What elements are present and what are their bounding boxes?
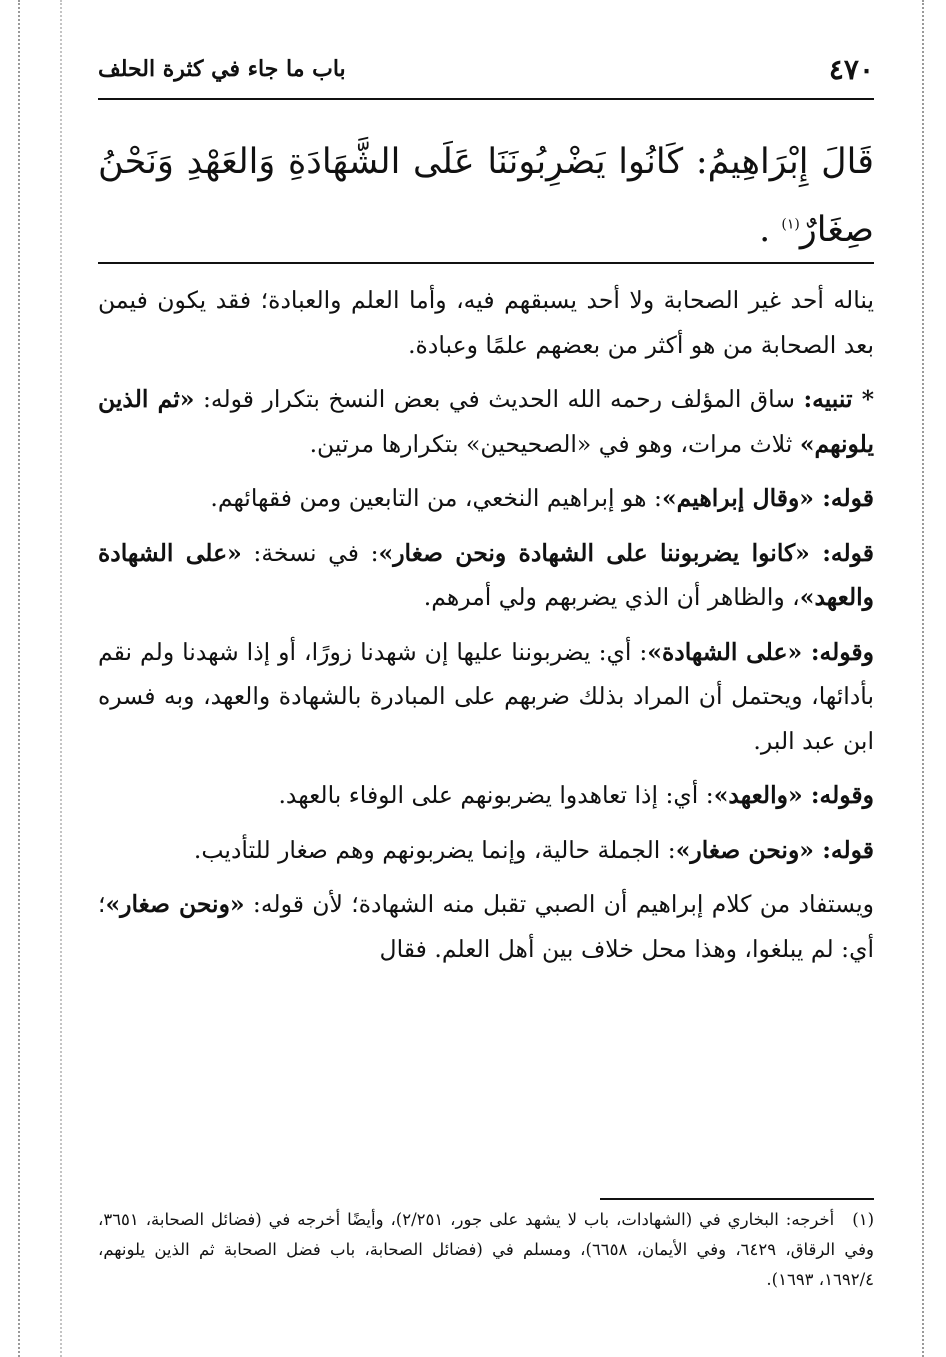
header-rule (98, 98, 874, 100)
lead-word: قوله: (822, 484, 874, 512)
scan-edge-dots (18, 0, 20, 1357)
footnote-ref[interactable]: (١) (781, 216, 800, 233)
paragraph-text: : أي: يضربوننا عليها إن شهدنا زورًا، أو إذا شهدنا ولم نقم بأدائها، ويحتمل أن المراد بذلك ضربهم على المبادرة بالشهادة والعهد، وبه فسره ابن عبد البر. (98, 637, 874, 755)
lead-word: وقوله: (810, 781, 874, 809)
paragraph-text: يناله أحد غير الصحابة ولا أحد يسبقهم فيه، وأما العلم والعبادة؛ فقد يكون فيمن بعد الصحابة من هو أكثر من بعضهم علمًا وعبادة. (98, 286, 874, 359)
footnotes (98, 1205, 874, 1295)
paragraph-text: : أي: إذا تعاهدوا يضربونهم على الوفاء بالعهد. (278, 781, 714, 809)
quoted-phrase: «كانوا يضربوننا على الشهادة ونحن صغار» (378, 538, 823, 567)
quoted-phrase: «على الشهادة والعهد» (98, 538, 874, 611)
quoted-phrase: «ونحن صغار» (675, 835, 823, 864)
hadith-body: قَالَ إِبْرَاهِيمُ: كَانُوا يَضْرِبُونَنَا عَلَى الشَّهَادَةِ وَالعَهْدِ وَنَحْنُ صِغَارٌ (98, 142, 874, 250)
footnote-text: أخرجه: البخاري في (الشهادات، باب لا يشهد على جور، ٢/٢٥١)، وأيضًا أخرجه في (فضائل الصحابة، ٣٦٥١، وفي الرقاق، ٦٤٢٩، وفي الأيمان، ٦٦٥٨)، ومسلم في (فضائل الصحابة، باب فضل الصحابة ثم الذين يلونهم، ١٦٩٢/٤، ١٦٩٣). (98, 1210, 874, 1289)
paragraph (98, 828, 874, 873)
footnote-number: (١) (852, 1210, 874, 1229)
hadith-rule (98, 262, 874, 264)
lead-word: قوله: (822, 835, 874, 864)
scan-edge-dots (922, 0, 924, 1357)
paragraph (98, 531, 874, 620)
paragraph-text: ثلاث مرات، وهو في «الصحيحين» بتكرارها مرتين. (309, 429, 800, 458)
quoted-phrase: «والعهد» (713, 781, 811, 809)
paragraph-text: ويستفاد من كلام إبراهيم أن الصبي تقبل منه الشهادة؛ لأن قوله: (244, 890, 874, 918)
quoted-phrase: «على الشهادة» (647, 637, 811, 666)
paragraph (98, 476, 874, 521)
paragraph-text: : الجملة حالية، وإنما يضربونهم وهم صغار للتأديب. (193, 835, 676, 864)
page-header (98, 44, 874, 94)
paragraph (98, 882, 874, 971)
paragraph-text: : هو إبراهيم النخعي، من التابعين ومن فقهائهم. (210, 484, 662, 512)
footnote (98, 1205, 874, 1295)
paragraph-text: ساق المؤلف رحمه الله الحديث في بعض النسخ بتكرار قوله: (194, 385, 804, 413)
footnote-separator (600, 1198, 874, 1200)
commentary (98, 278, 874, 981)
paragraph-text: ، والظاهر أن الذي يضربهم ولي أمرهم. (423, 583, 800, 611)
paragraph-text: ؛ أي: لم يبلغوا، وهذا محل خلاف بين أهل العلم. فقال (98, 890, 874, 963)
paragraph (98, 630, 874, 764)
paragraph-text: : في نسخة: (241, 538, 379, 567)
lead-word: قوله: (822, 538, 874, 567)
page-number: ٤٧٠ (828, 52, 874, 86)
hadith-text (98, 128, 874, 264)
quoted-phrase: «ونحن صغار» (105, 890, 245, 918)
paragraph (98, 278, 874, 367)
lead-word: وقوله: (810, 637, 874, 666)
paragraph-note (98, 377, 874, 466)
note-label: * تنبيه: (803, 385, 874, 413)
paragraph (98, 773, 874, 818)
running-title: باب ما جاء في كثرة الحلف (98, 56, 346, 82)
quoted-phrase: «ثم الذين يلونهم» (98, 385, 874, 458)
hadith-end: . (759, 210, 771, 250)
quoted-phrase: «وقال إبراهيم» (661, 484, 823, 512)
scan-edge-dots (60, 0, 62, 1357)
